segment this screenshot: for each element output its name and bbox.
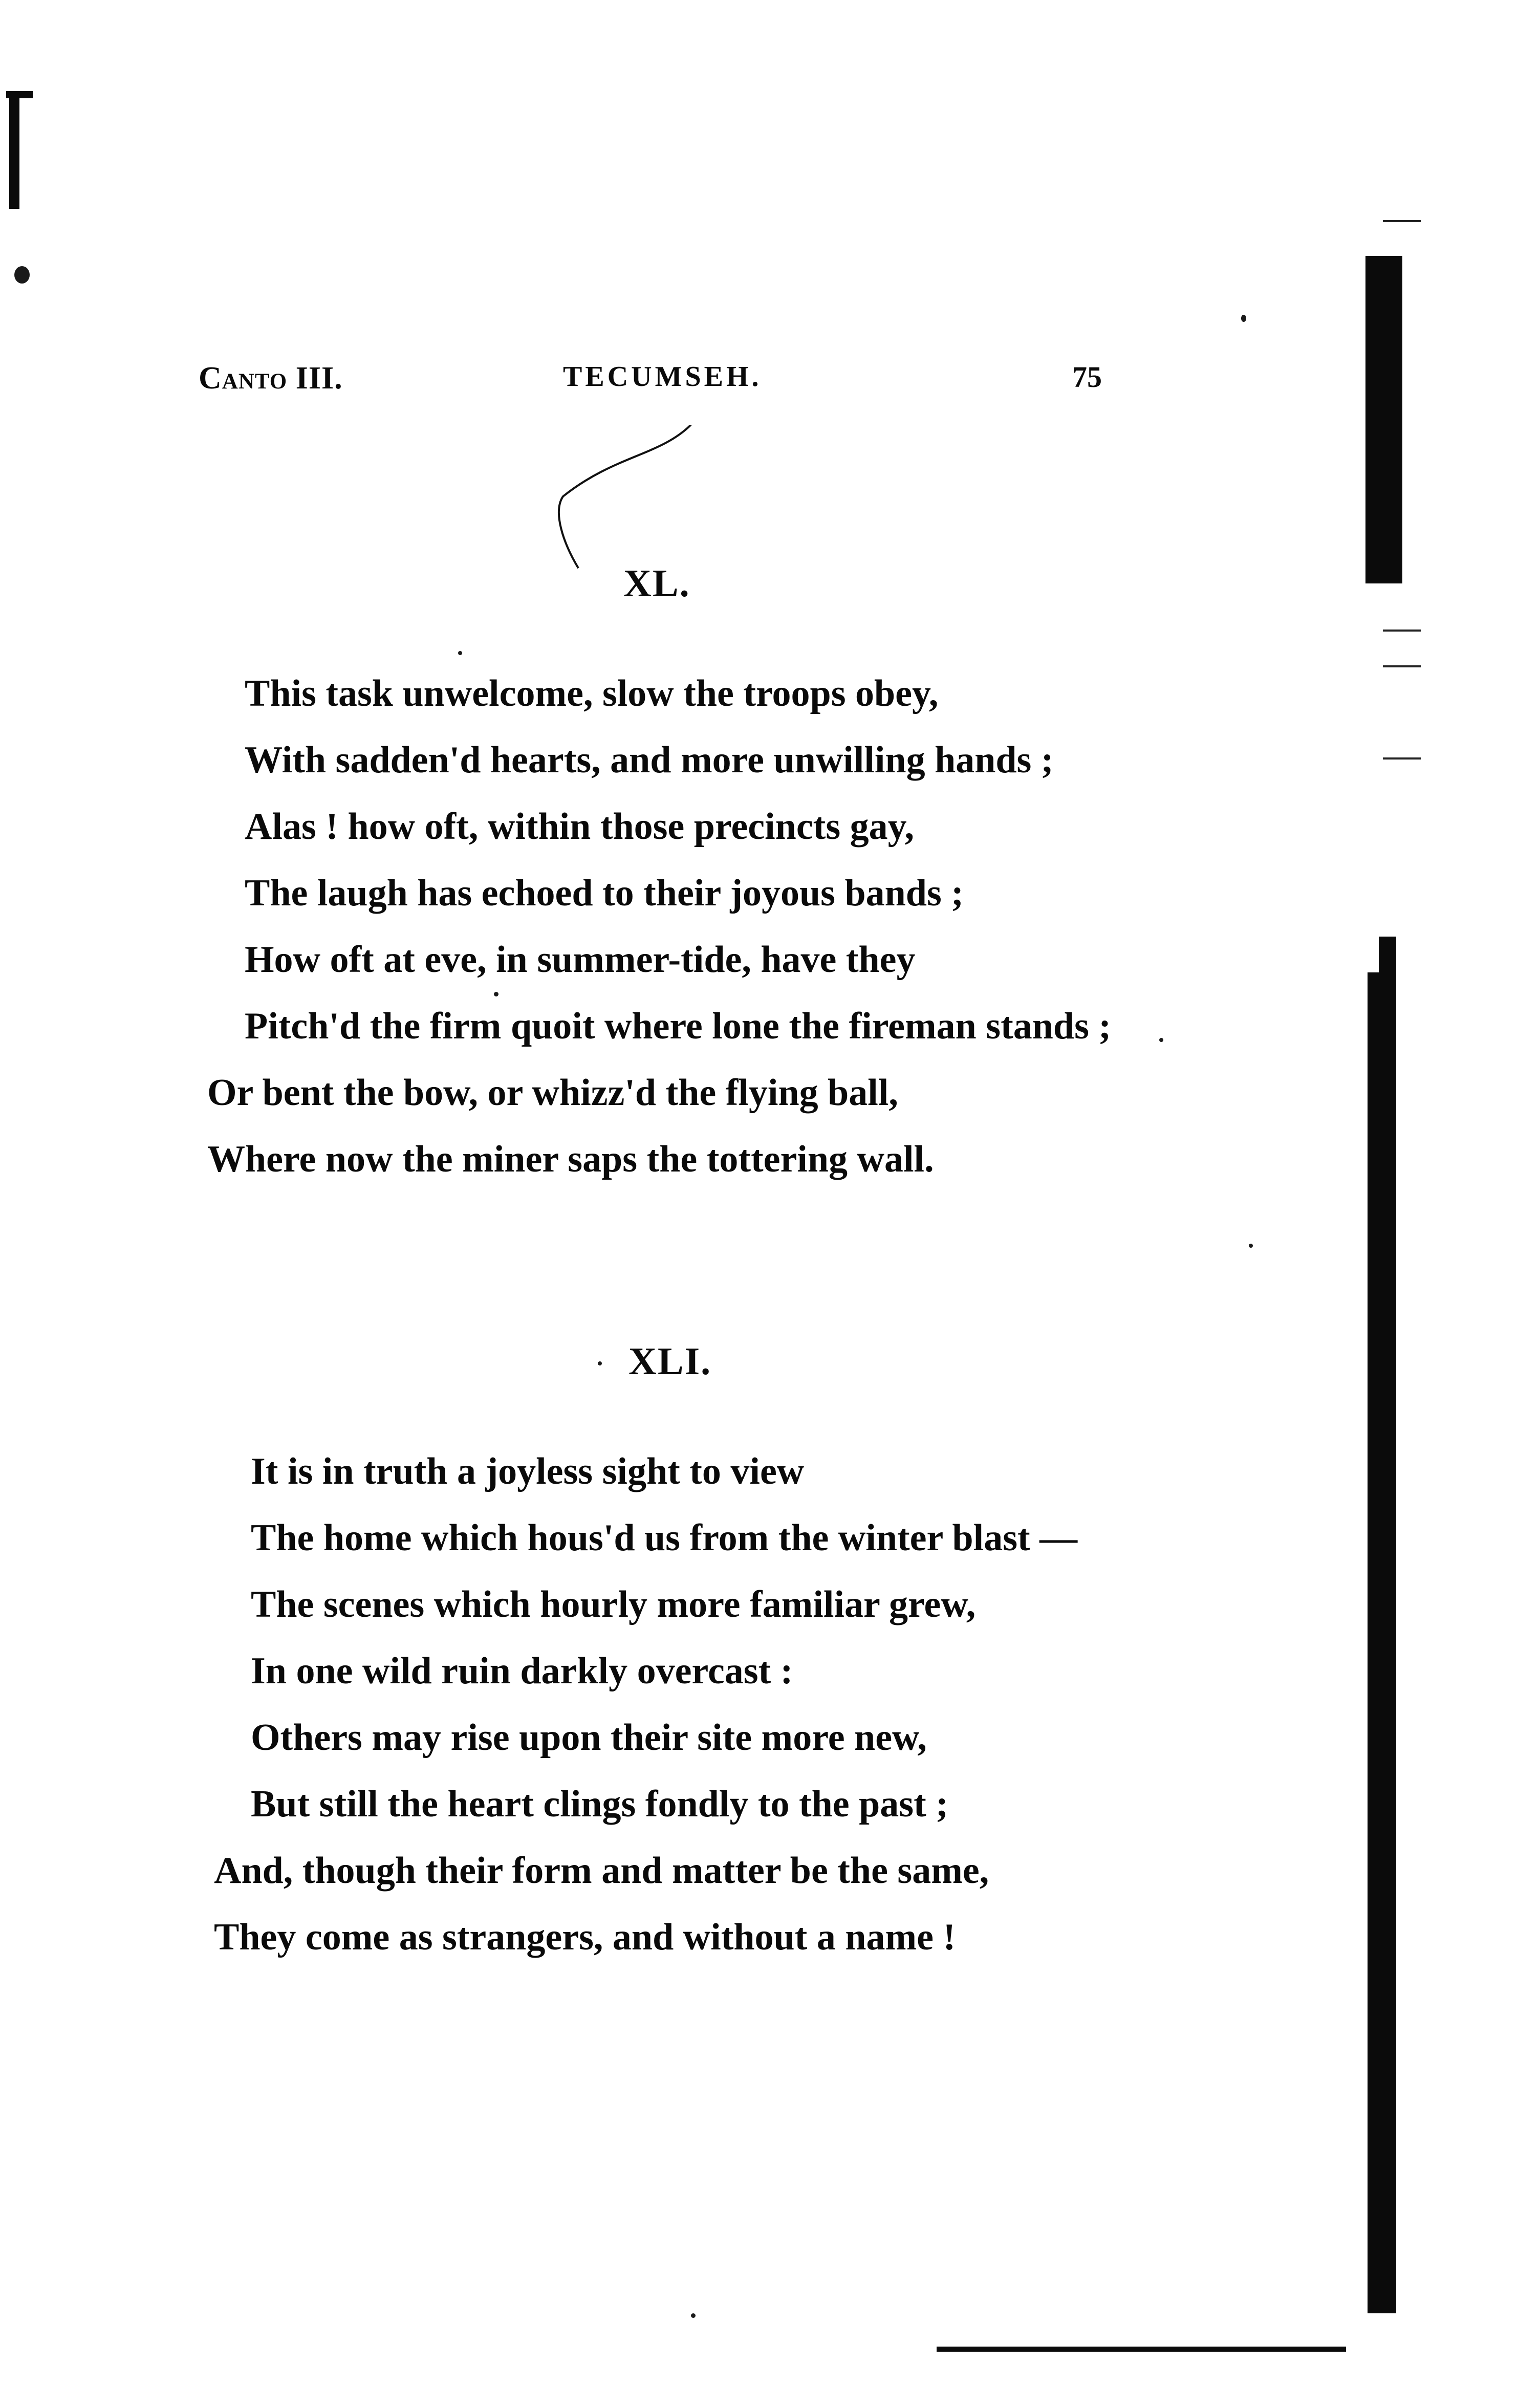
- ink-speck: [1241, 315, 1246, 322]
- verse-line: How oft at eve, in summer-tide, have they: [245, 939, 916, 981]
- running-title: TECUMSEH.: [563, 361, 762, 393]
- verse-line: Others may rise upon their site more new,: [251, 1717, 927, 1759]
- canto-label: Canto III.: [199, 361, 343, 396]
- binding-edge-top: [9, 91, 19, 209]
- verse-line: It is in truth a joyless sight to view: [251, 1450, 805, 1492]
- ink-speck: [598, 1361, 602, 1365]
- ink-speck: [1159, 1038, 1163, 1042]
- verse-line: With sadden'd hearts, and more unwilling hands ;: [245, 739, 1054, 781]
- verse-line: But still the heart clings fondly to the past ;: [251, 1783, 948, 1825]
- page-number: 75: [1072, 360, 1102, 394]
- stanza-number: XL.: [623, 562, 690, 605]
- right-edge-strip-lower: [1368, 972, 1396, 2313]
- verse-line: Or bent the bow, or whizz'd the flying ball,: [207, 1072, 898, 1114]
- ink-speck: [1249, 1244, 1253, 1248]
- verse-line: The laugh has echoed to their joyous bands ;: [245, 872, 964, 914]
- binding-edge-top-bar: [6, 91, 33, 98]
- verse-line: Where now the miner saps the tottering wall.: [207, 1138, 934, 1180]
- stanza-number: XLI.: [628, 1340, 712, 1383]
- bottom-edge-strip: [937, 2347, 1346, 2352]
- right-edge-strip-upper: [1365, 256, 1402, 583]
- verse-line: They come as strangers, and without a name !: [214, 1916, 956, 1958]
- verse-line: This task unwelcome, slow the troops obey,: [245, 672, 939, 714]
- verse-line: And, though their form and matter be the same,: [214, 1850, 989, 1892]
- verse-line: Pitch'd the firm quoit where lone the fireman stands ;: [245, 1005, 1112, 1047]
- right-margin-rule-1: [1383, 220, 1421, 222]
- pencil-mark: [553, 425, 706, 578]
- right-margin-rule-4: [1383, 757, 1421, 760]
- right-margin-rule-3: [1383, 665, 1421, 667]
- ink-speck: [494, 992, 498, 996]
- verse-line: The scenes which hourly more familiar grew,: [251, 1583, 976, 1625]
- verse-line: The home which hous'd us from the winter blast —: [251, 1517, 1078, 1559]
- right-margin-rule-2: [1383, 630, 1421, 632]
- right-edge-notch: [1379, 937, 1396, 998]
- verse-line: Alas ! how oft, within those precincts gay,: [245, 806, 915, 848]
- ink-speck: [14, 266, 30, 284]
- ink-speck: [458, 651, 462, 655]
- verse-line: In one wild ruin darkly overcast :: [251, 1650, 793, 1692]
- ink-speck: [691, 2313, 696, 2318]
